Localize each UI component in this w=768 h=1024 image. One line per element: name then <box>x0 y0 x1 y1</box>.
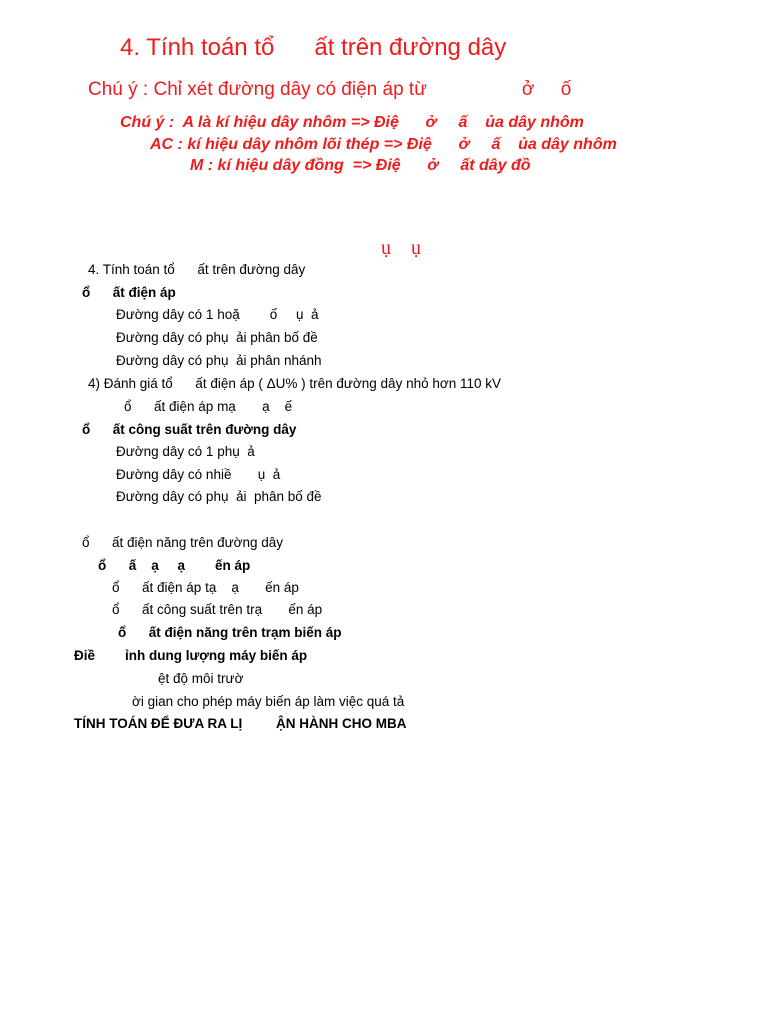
outline-item: ổ ất điện năng trên trạm biến áp <box>118 625 342 640</box>
outline-item: Đường dây có phụ ải phân bố đề <box>116 330 318 345</box>
outline-item: Đường dây có 1 hoặ ố ụ ả <box>116 307 319 322</box>
outline-item: Đường dây có phụ ải phân nhánh <box>116 353 322 368</box>
outline-item: ời gian cho phép máy biến áp làm việc quá tả <box>132 694 405 709</box>
outline-item: ổ ất điện áp <box>82 285 176 300</box>
outline-item: ổ ất công suất trên đường dây <box>82 422 297 437</box>
voltage-note: Chú ý : Chỉ xét đường dây có điện áp từ ở ố <box>88 79 572 100</box>
outline-item: ổ ất công suất trên trạ ến áp <box>112 602 323 617</box>
outline-item: TÍNH TOÁN ĐỂ ĐƯA RA LỊ ẬN HÀNH CHO MBA <box>74 716 407 731</box>
outline-item: 4. Tính toán tổ ất trên đường dây <box>88 262 306 277</box>
outline-item: ổ ấ ạ ạ ến áp <box>98 558 251 573</box>
outline-item: ổ ất điện năng trên đường dây <box>82 535 284 550</box>
page-title: 4. Tính toán tổ ất trên đường dây <box>120 34 507 61</box>
note-ac-steel-core: AC : kí hiệu dây nhôm lõi thép => Điệ ở ấ ủa dây nhôm <box>150 136 617 153</box>
note-a-aluminum: Chú ý : A là kí hiệu dây nhôm => Điệ ở ấ ủa dây nhôm <box>120 114 584 131</box>
outline-item: 4) Đánh giá tổ ất điện áp ( ΔU% ) trên đường dây nhỏ hơn 110 kV <box>88 376 501 391</box>
outline-item: Đường dây có 1 phụ ả <box>116 444 255 459</box>
outline-item: ổ ất điện áp tạ ạ ến áp <box>112 580 299 595</box>
outline-item: ệt độ môi trườ <box>158 671 244 686</box>
outline-item: Đường dây có phụ ải phân bố đề <box>116 489 322 504</box>
note-m-copper: M : kí hiệu dây đồng => Điệ ở ất dây đồ <box>190 157 531 174</box>
section-marks: ụ ụ <box>381 237 421 259</box>
outline-item: ổ ất điện áp mạ ạ ế <box>124 399 293 414</box>
outline-item: Điề ỉnh dung lượng máy biến áp <box>74 648 308 663</box>
outline-item: Đường dây có nhiề ụ ả <box>116 467 281 482</box>
